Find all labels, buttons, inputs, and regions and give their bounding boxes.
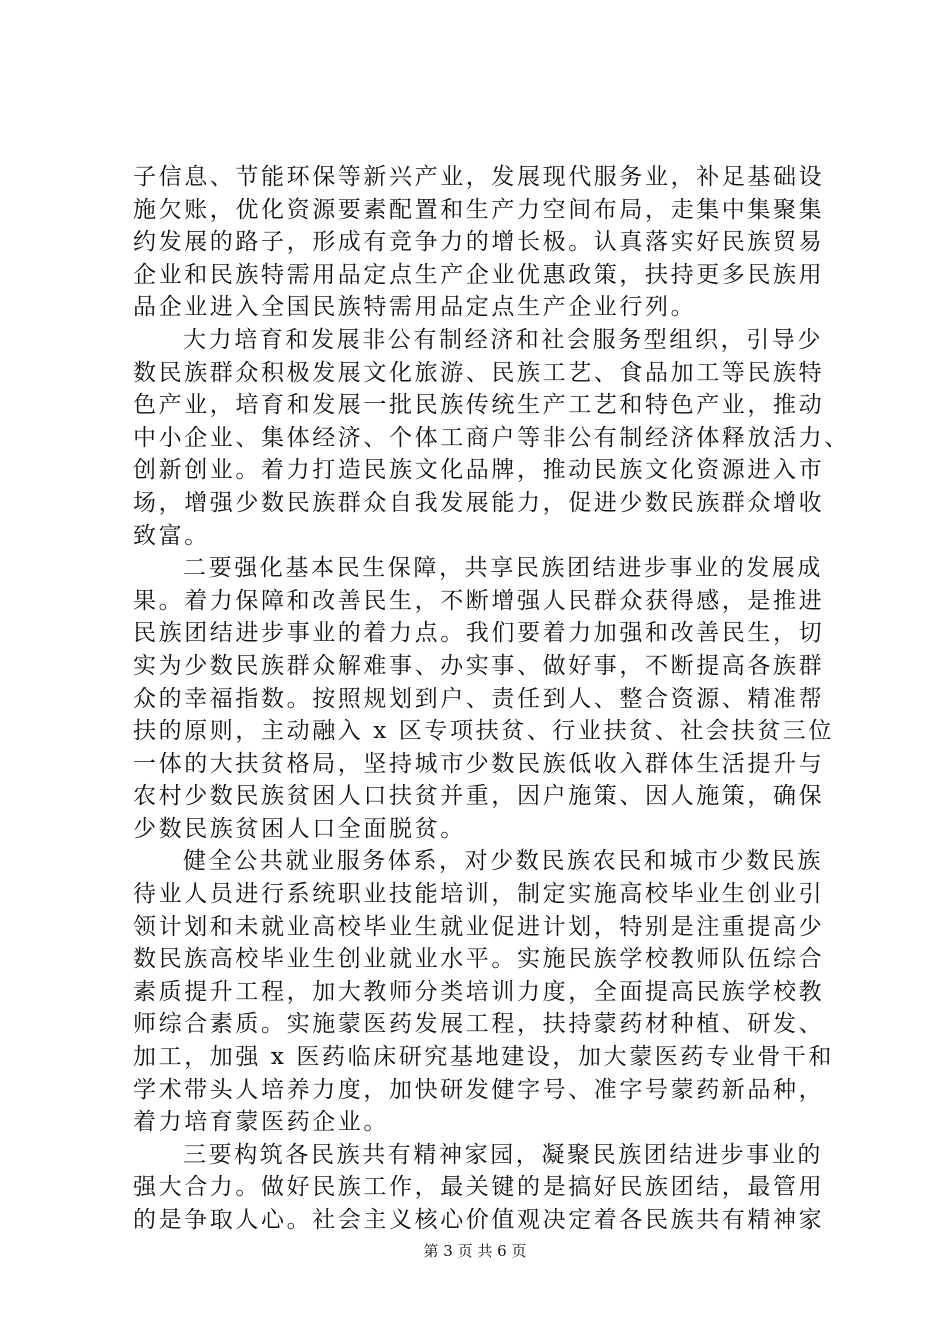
text-line: 少数民族贫困人口全面脱贫。 — [133, 815, 466, 842]
paragraph-first-line: 二要强化基本民生保障，共享民族团结进步事业的发展成 — [183, 555, 823, 582]
paragraph-first-line: 大力培育和发展非公有制经济和社会服务型组织，引导少 — [183, 326, 823, 353]
text-line: 色产业，培育和发展一批民族传统生产工艺和特色产业，推动 — [133, 392, 825, 419]
text-line: 着力培育蒙医药企业。 — [133, 1109, 389, 1136]
text-line: 农村少数民族贫困人口扶贫并重，因户施策、因人施策，确保 — [133, 783, 825, 810]
text-line: 素质提升工程，加大教师分类培训力度，全面提高民族学校教 — [133, 978, 825, 1005]
text-line: 创新创业。着力打造民族文化品牌，推动民族文化资源进入市 — [133, 457, 825, 484]
text-line: 加工，加强 x 医药临床研究基地建设，加大蒙医药专业骨干和 — [133, 1044, 834, 1071]
paragraph-first-line: 健全公共就业服务体系，对少数民族农民和城市少数民族 — [183, 848, 823, 875]
text-line: 学术带头人培养力度，加快研发健字号、准字号蒙药新品种， — [133, 1076, 825, 1103]
text-line: 施欠账，优化资源要素配置和生产力空间布局，走集中集聚集 — [133, 196, 825, 223]
paragraph-first-line: 三要构筑各民族共有精神家园，凝聚民族团结进步事业的 — [183, 1141, 823, 1168]
text-line: 中小企业、集体经济、个体工商户等非公有制经济体释放活力、 — [133, 424, 850, 451]
text-line: 一体的大扶贫格局，坚持城市少数民族低收入群体生活提升与 — [133, 750, 825, 777]
text-line: 场，增强少数民族群众自我发展能力，促进少数民族群众增收 — [133, 489, 825, 516]
text-line: 实为少数民族群众解难事、办实事、做好事，不断提高各族群 — [133, 652, 825, 679]
text-line: 的是争取人心。社会主义核心价值观决定着各民族共有精神家 — [133, 1207, 825, 1233]
text-line: 扶的原则，主动融入 x 区专项扶贫、行业扶贫、社会扶贫三位 — [133, 718, 834, 745]
text-line: 致富。 — [133, 522, 210, 549]
body-text — [133, 161, 850, 1237]
text-line: 品企业进入全国民族特需用品定点生产企业行列。 — [133, 294, 697, 321]
text-line: 师综合素质。实施蒙医药发展工程，扶持蒙药材种植、研发、 — [133, 1011, 825, 1038]
text-line: 约发展的路子，形成有竞争力的增长极。认真落实好民族贸易 — [133, 229, 825, 256]
text-line: 众的幸福指数。按照规划到户、责任到人、整合资源、精准帮 — [133, 685, 825, 712]
text-line: 领计划和未就业高校毕业生就业促进计划，特别是注重提高少 — [133, 913, 825, 940]
text-line: 待业人员进行系统职业技能培训，制定实施高校毕业生创业引 — [133, 881, 825, 908]
text-line: 企业和民族特需用品定点生产企业优惠政策，扶持更多民族用 — [133, 261, 825, 288]
text-line: 数民族高校毕业生创业就业水平。实施民族学校教师队伍综合 — [133, 946, 825, 973]
text-line: 子信息、节能环保等新兴产业，发展现代服务业，补足基础设 — [133, 164, 825, 190]
text-line: 强大合力。做好民族工作，最关键的是搞好民族团结，最管用 — [133, 1174, 825, 1201]
page-number-footer: 第 3 页 共 6 页 — [423, 1242, 527, 1260]
text-line: 数民族群众积极发展文化旅游、民族工艺、食品加工等民族特 — [133, 359, 825, 386]
text-line: 民族团结进步事业的着力点。我们要着力加强和改善民生，切 — [133, 620, 825, 647]
text-line: 果。着力保障和改善民生，不断增强人民群众获得感，是推进 — [133, 587, 825, 614]
